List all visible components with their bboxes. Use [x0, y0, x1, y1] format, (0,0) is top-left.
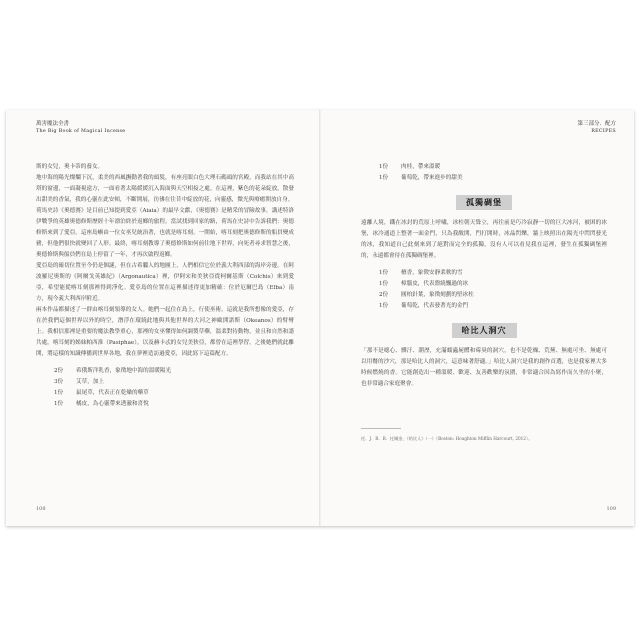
- header-subtitle: The Big Book of Magical Incense: [36, 129, 126, 134]
- paragraph: 愛亞島的確切位置至今仍是個謎，但在古希臘人的地圖上，人們相信它位於義大利西部的海岸旁邊。在阿波羅尼奧斯的《阿爾戈英雄紀》（Argonautica）裡，伊阿宋和美狄亞從柯爾基斯（Colchis）來到愛亞，希望能從喀耳刻那裡得到淨化。愛亞島的位置在這裡描述得更加精確：位於厄爾巴島（Elba）南方，現今義大利西岸附近。: [36, 263, 294, 302]
- recipe-heading-label: 孤獨碉堡: [456, 195, 512, 210]
- ingredient-qty: 1份: [54, 390, 64, 396]
- ingredient-text: 樟腦皮，代表盤繞飄過的冰: [401, 281, 469, 287]
- right-body-text: [361, 162, 607, 390]
- ingredient-text: 葡萄乾，帶來進步的甜美: [401, 175, 463, 181]
- ingredient-text: 鼠尾草，代表正在乾燥的藥草: [76, 390, 149, 396]
- ingredient-item: [361, 162, 607, 173]
- ingredient-qty: 1份: [379, 175, 389, 181]
- ingredient-qty: 1份: [54, 401, 64, 407]
- ingredient-text: 肉桂，帶來溫暖: [401, 164, 441, 170]
- recipe-heading-label: 哈比人洞穴: [452, 323, 517, 338]
- ingredient-item: [361, 173, 607, 184]
- ingredient-qty: 2份: [379, 292, 389, 298]
- paragraph: 遠離人境，鐵在冰封的荒原上呼嘯，冰柱朝天聳立，再往前是巧冷寂靜一切的巨大冰河，被困的冰堡，冰冷通道上整著一面金門，只為我敞開，門打開時，冰晶閃爍，牆上映照出在陽光中閃閃發光的冰，我知道自己此刻來到了絕對而完全的孤獨，沒有人可以看見我在這裡，發生在孤獨碉堡裡的，永遠都會待在孤獨碉堡裡。: [361, 220, 607, 259]
- ingredient-qty: 3份: [54, 379, 64, 385]
- ingredient-text: 檀香，象徵安靜柔軟的雪: [401, 270, 463, 276]
- ingredient-qty: 1份: [379, 281, 389, 287]
- recipe-heading: [361, 195, 607, 210]
- ingredient-item: [361, 279, 607, 290]
- ingredient-item: [361, 301, 607, 312]
- ingredient-list: [361, 268, 607, 312]
- footnote: 托．J．R．R．托爾金，《哈比人》（一）（Boston: Houghton Mifflin Harcourt, 2012）。: [361, 436, 533, 441]
- recipe-heading: [361, 323, 607, 338]
- ingredient-list: [36, 366, 294, 410]
- ingredient-text: 圓柏針葉，象徵刻劃的堅冰柱: [401, 292, 474, 298]
- ingredient-item: [361, 290, 607, 301]
- left-body-text: [36, 162, 294, 410]
- ingredient-text: 葡萄乾，代表發著光的金門: [401, 303, 469, 309]
- ingredient-item: [36, 377, 294, 388]
- left-page: [6, 110, 319, 526]
- right-page: [321, 110, 634, 526]
- paragraph: 荷馬史詩《奧德賽》是目前已知提到愛亞（Aiaia）的最早文獻，《奧德賽》是精采的冒險故事，講述特洛伊戰爭的英雄奧德修斯歷經十年漂泊終於返鄉的旅程。當試找到回家的路，荷馬在史詩中告訴我們：奧德修斯來到了愛亞。這座島嶼由一位女巫兒統治著，也就是喀耳刻。一開始，喀耳刻把奧德修斯的船員變成豬，但他們很快就變回了人形。最終，喀耳刻教導了奧德修斯如何前往地下世界，向死者尋求智慧之後，奧德修斯與船員們在島上停留了一年，才再次啟程返鄉。: [36, 208, 294, 258]
- paragraph: 「那不是噁心、髒汙、潮溼，充滿蠕蟲屍體和霉臭的洞穴，也不是乾燥、荒蕪、無處可坐、無處可以用餐的沙穴，那是哈比人的洞穴，這意味著舒適。」哈比人洞穴是我的創作首選，也是我家裡大多時候燃燒的香。它能創造出一種溫暖、歡迎、友善歡樂的氛圍，非常適合因為寫作而久坐的小聚，也非常適合家庭聚會。: [361, 348, 607, 387]
- footnote-rule: [361, 428, 401, 429]
- header-subtitle: RECIPES: [591, 129, 616, 134]
- header-title: 第三部分．配方: [577, 121, 616, 127]
- paragraph: 兩本作品都描述了一群由喀耳刻領導的女人。她們一起住在島上，行使巫術，這就是我所想像的愛亞，存在於我們這個世界以外的時空，潛浮在環繞此地與其他世界的大河之神歐開諾斯（Okeanos）的臂彎上。我相信那裡是重要的魔法教學重心，那裡的女巫懂得如何調製草藥，溫柔對待動物，並且和自然和諧共處。喀耳刻的姊妹帕西淮（Pasiphae），以及赫卡忒的女兒美狄亞，都曾在這裡學習。之後她們就此離開，將這樣的知識傳播到世界各地，我在夢裡造訪過愛亞，因此寫下這篇配方。: [36, 307, 294, 357]
- ingredient-text: 艾草，加上: [76, 379, 104, 385]
- page-number: 108: [36, 506, 46, 512]
- page-number: 109: [606, 506, 616, 512]
- paragraph: 地中海的陽光燦爛下沉，柔美的西風撫動著我的頭髮，有座亮眼白色大理石碼頭的宮殿，而我站在其中高塔的窗邊，一面凝視遠方，一面看著太陽緩緩沉入海面與天空相接之處。在這裡，紫色的花朵綻放，散發出甜美的香氣，我的心靈在此安頓，不斷開展，彷彿在往昔中綻放的花，向靈感，微光與療癒開放自身。: [36, 175, 294, 203]
- ingredient-item: [36, 366, 294, 377]
- ingredient-item: [361, 268, 607, 279]
- book-spread: [6, 110, 634, 526]
- ingredient-text: 希俄斯洋乳香，象徵地中海的溫暖陽光: [76, 368, 172, 374]
- ingredient-text: 橘皮，為心靈帶來透澈和喜悅: [76, 401, 149, 407]
- running-header-right: [577, 120, 616, 136]
- ingredient-item: [36, 399, 294, 410]
- ingredient-qty: 1份: [379, 164, 389, 170]
- ingredient-qty: 1份: [379, 303, 389, 309]
- header-title: 萬害魔法全書: [36, 121, 70, 127]
- ingredient-item: [36, 388, 294, 399]
- paragraph: 斯的女兒，奧卡蒂的養女。: [36, 164, 104, 170]
- ingredient-qty: 1份: [379, 270, 389, 276]
- ingredient-qty: 2份: [54, 368, 64, 374]
- ingredient-list: [361, 162, 607, 184]
- running-header-left: [36, 120, 125, 136]
